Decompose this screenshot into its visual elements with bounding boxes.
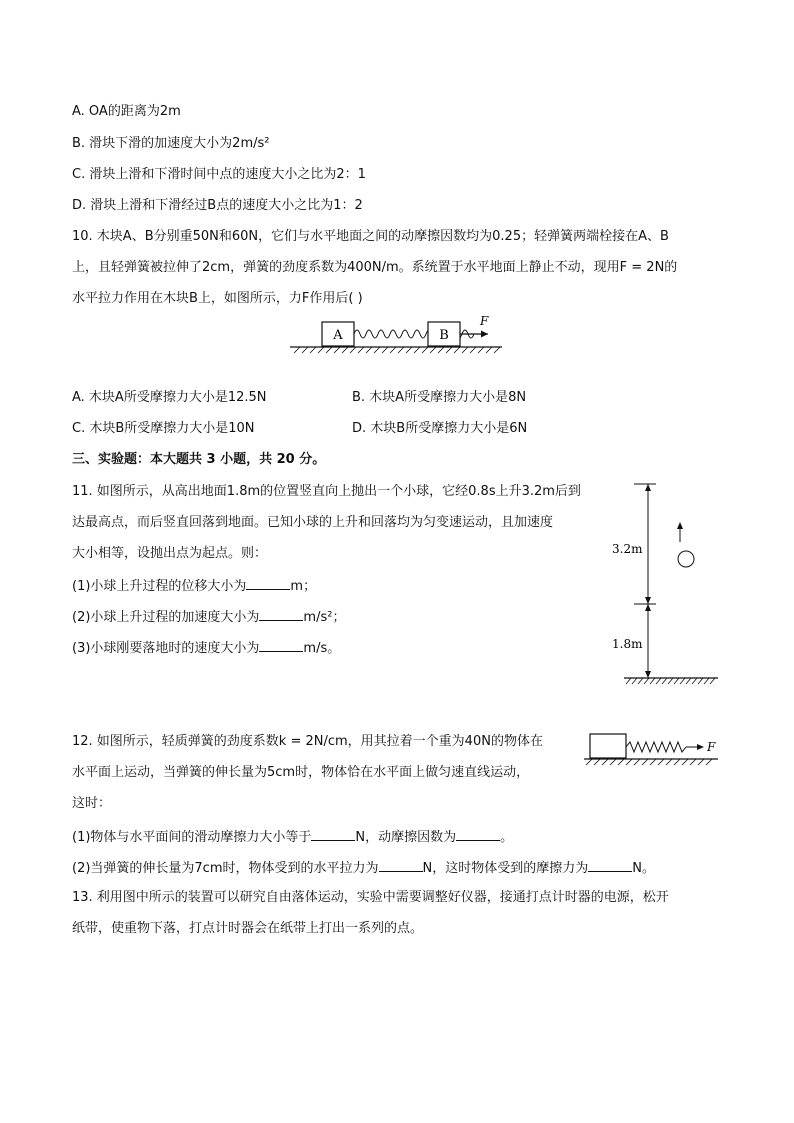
q11-sub3-unit: m/s。 (303, 641, 341, 656)
section-heading: 三、实验题：本大题共 3 小题，共 20 分。 (72, 452, 326, 467)
q12-stem-line2: 水平面上运动，当弹簧的伸长量为5cm时，物体恰在水平面上做匀速直线运动， (72, 765, 530, 780)
q9-option-c: C. 滑块上滑和下滑时间中点的速度大小之比为2：1 (72, 167, 366, 182)
q11-sub1 (72, 575, 316, 597)
q10-stem-line1: 10. 木块A、B分别重50N和60N，它们与水平地面之间的动摩擦因数均为0.25；轻弹簧两端栓接在A、B (72, 229, 669, 244)
q12-figure (582, 730, 722, 770)
arrowhead (645, 604, 651, 611)
force-arrowhead (481, 331, 488, 338)
q11-sub2-text: (2)小球上升过程的加速度大小为 (72, 610, 260, 625)
q11-sub3-text: (3)小球刚要落地时的速度大小为 (72, 641, 260, 656)
upper-height-label: 3.2m (612, 542, 643, 556)
force-label: F (707, 740, 716, 754)
q12-stem-line3: 这时： (72, 796, 112, 811)
block (590, 734, 626, 758)
q10-option-c: C. 木块B所受摩擦力大小是10N (72, 421, 255, 436)
answer-blank[interactable] (259, 606, 303, 621)
q10-option-a: A. 木块A所受摩擦力大小是12.5N (72, 390, 267, 405)
q11-stem-line3: 大小相等，设抛出点为起点。则： (72, 546, 268, 561)
arrowhead (645, 671, 651, 678)
lower-height-label: 1.8m (612, 637, 643, 651)
q11-sub2-unit: m/s²； (303, 610, 346, 625)
q13-stem-line1: 13. 利用图中所示的装置可以研究自由落体运动，实验中需要调整好仪器，接通打点计时器的电源，松开 (72, 890, 669, 905)
q11-sub1-unit: m； (290, 579, 317, 594)
q10-option-b: B. 木块A所受摩擦力大小是8N (352, 390, 527, 405)
q9-option-a: A. OA的距离为2m (72, 104, 181, 119)
q9-option-d: D. 滑块上滑和下滑经过B点的速度大小之比为1：2 (72, 198, 363, 213)
q10-stem-line2: 上，且轻弹簧被拉伸了2cm，弹簧的劲度系数为400N/m。系统置于水平地面上静止不动，现用F = 2N的 (72, 260, 678, 275)
q12-stem-line1: 12. 如图所示，轻质弹簧的劲度系数k = 2N/cm，用其拉着一个重为40N的物体在 (72, 734, 543, 749)
q10-figure (286, 312, 506, 358)
q12-sub1-mid: N，动摩擦因数为 (355, 830, 457, 845)
q12-sub1-end: 。 (500, 830, 514, 845)
force-label: F (480, 314, 489, 328)
block-b-label: B (439, 328, 449, 343)
q9-option-b: B. 滑块下滑的加速度大小为2m/s² (72, 136, 270, 151)
q12-sub2-mid: N，这时物体受到的摩擦力为 (422, 861, 589, 876)
spring (626, 742, 686, 752)
q12-sub2-text: (2)当弹簧的伸长量为7cm时，物体受到的水平拉力为 (72, 861, 379, 876)
q10-stem-line3: 水平拉力作用在木块B上，如图所示，力F作用后( ) (72, 291, 363, 306)
answer-blank[interactable] (456, 826, 500, 841)
q12-sub1-text: (1)物体与水平面间的滑动摩擦力大小等于 (72, 830, 312, 845)
answer-blank[interactable] (259, 637, 303, 652)
q12-sub2 (72, 857, 655, 879)
arrowhead (645, 597, 651, 604)
q13-stem-line2: 纸带，使重物下落，打点计时器会在纸带上打出一系列的点。 (72, 921, 424, 936)
arrowhead (645, 484, 651, 491)
q11-stem-line1: 11. 如图所示，从高出地面1.8m的位置竖直向上抛出一个小球，它经0.8s上升3.2m后到 (72, 484, 581, 499)
block-a-label: A (333, 328, 343, 343)
answer-blank[interactable] (246, 575, 290, 590)
answer-blank[interactable] (379, 857, 423, 872)
q12-sub1 (72, 826, 513, 848)
ground-hatch (294, 347, 500, 353)
velocity-arrowhead (677, 522, 683, 529)
q10-option-d: D. 木块B所受摩擦力大小是6N (352, 421, 528, 436)
ground-hatch (626, 678, 715, 684)
q11-stem-line2: 达最高点，而后竖直回落到地面。已知小球的上升和回落均为匀变速运动，且加速度 (72, 515, 554, 530)
q11-sub3 (72, 637, 340, 659)
answer-blank[interactable] (588, 857, 632, 872)
q11-figure (604, 478, 724, 690)
ball (678, 551, 694, 567)
ground-hatch (586, 759, 712, 765)
q11-sub2 (72, 606, 345, 628)
force-arrowhead (697, 744, 704, 750)
q11-sub1-text: (1)小球上升过程的位移大小为 (72, 579, 247, 594)
answer-blank[interactable] (311, 826, 355, 841)
q12-sub2-end: N。 (632, 861, 655, 876)
